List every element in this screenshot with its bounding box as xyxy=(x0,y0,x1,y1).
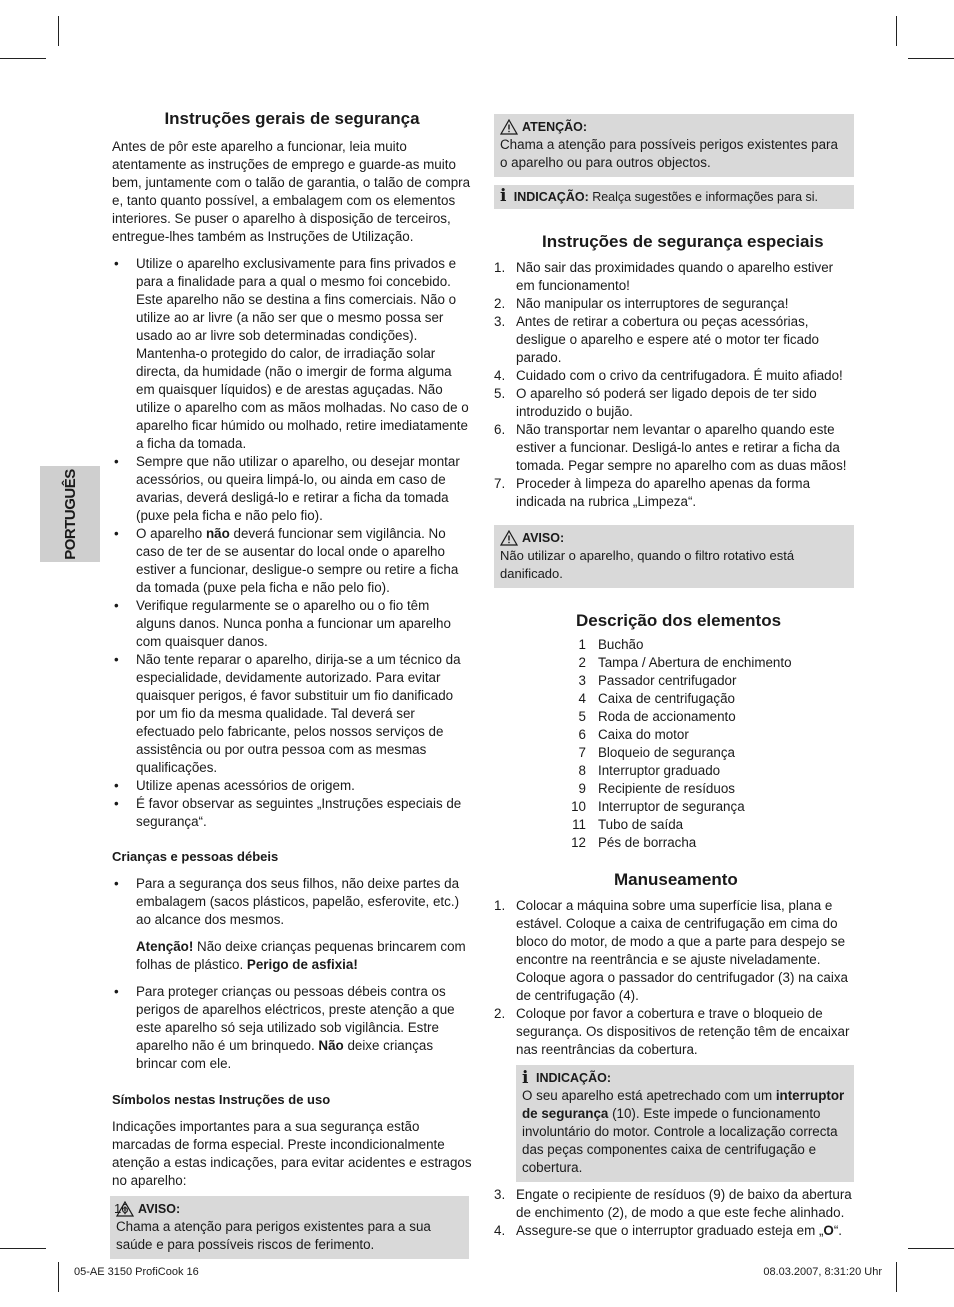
footer-right: 08.03.2007, 8:31:20 Uhr xyxy=(763,1266,882,1278)
aviso-filter-label: AVISO: xyxy=(522,531,565,545)
crop-mark xyxy=(908,58,954,59)
attention-note xyxy=(136,938,472,974)
list-item-text: deverá funcionar sem vigilância. No caso de ter de se ausentar do local onde o aparelho estiver a funcionar, desligue-o sempre ou retire a ficha da tomada (puxe pela ficha e não pelo fio). xyxy=(136,526,459,595)
list-item xyxy=(112,875,472,974)
page-number: 16 xyxy=(114,1201,129,1216)
list-item-text: Proceder à limpeza do aparelho apenas da forma indicada na rubrica „Limpeza“. xyxy=(516,476,811,509)
special-safety-list xyxy=(494,259,854,511)
aviso-box xyxy=(110,1196,469,1259)
list-item-text: O aparelho xyxy=(136,526,206,541)
list-item: 2. Não manipular os interruptores de segurança! xyxy=(494,296,789,311)
list-item: • Utilize apenas acessórios de origem. xyxy=(112,777,472,795)
elements-list xyxy=(570,636,854,852)
attention-label: Atenção! xyxy=(136,939,194,954)
children-subheading: Crianças e pessoas débeis xyxy=(112,849,279,864)
list-item-text: Engate o recipiente de resíduos (9) de baixo da abertura de enchimento (2), de modo a que este feche alinhado. xyxy=(516,1187,852,1220)
atencao-text: Chama a atenção para possíveis perigos existentes para o aparelho ou para outros objectos. xyxy=(500,137,838,170)
warning-triangle-icon xyxy=(500,119,518,135)
info-icon: i xyxy=(500,186,507,206)
element-item: 11 Tubo de saída xyxy=(572,817,684,832)
list-item-text: “. xyxy=(833,1223,843,1238)
indicacao-switch-box xyxy=(516,1065,854,1182)
list-item-text: Não transportar nem levantar o aparelho quando este estiver a funcionar. Desligá-lo antes e retirar a ficha da tomada. Pegar sempre no aparelho com as duas mãos! xyxy=(516,422,847,473)
atencao-box-title xyxy=(500,118,848,136)
indicacao-switch-text: O seu aparelho está apetrechado com um interruptor de segurança (10). Este impede o funcionamento involuntário do motor. Controle a localização correcta das peças componentes caixa de centrifugação e cobertura. xyxy=(522,1088,845,1175)
list-item: 3. Engate o recipiente de resíduos (9) de baixo da abertura de enchimento (2), de modo a que este feche alinhado. xyxy=(494,1187,852,1220)
indicacao-label: INDICAÇÃO: xyxy=(513,190,589,204)
children-bullet-list xyxy=(112,875,472,1073)
list-item: • Utilize o aparelho exclusivamente para fins privados e para a finalidade para a qual o mesmo foi concebido. Este aparelho não se destina a fins comerciais. Não o utilize ao ar livre (a não ser que o mesmo possa ser usado ao ar livre sob determinadas condições). Mantenha-o protegido do calor, de irradiação solar directa, da humidade (não o imergir de forma alguma em quaisquer líquidos) e de arestas aguçadas. Não utilize o aparelho com as mãos molhadas. No caso de o aparelho ficar húmido ou molhado, retire imediatamente a ficha da tomada. xyxy=(112,255,472,453)
list-item-bold: Não xyxy=(318,1038,344,1053)
element-item: 1 Buchão xyxy=(578,637,644,652)
element-item: 6 Caixa do motor xyxy=(578,727,689,742)
crop-mark xyxy=(896,16,897,46)
language-tab-label: PORTUGUÊS xyxy=(61,468,79,560)
crop-mark xyxy=(896,1262,897,1292)
list-item-text: Para proteger crianças ou pessoas débeis contra os perigos de aparelhos eléctricos, preste atenção a que este aparelho só seja utilizado sob vigilância. Estre aparelho não é um brinquedo. xyxy=(136,984,455,1053)
list-item: • Não tente reparar o aparelho, dirija-se a um técnico da especialidade, devidamente autorizado. Para evitar quaisquer perigos, é favor substituir um fio danificado por um fio da mesma qualidade. Tal deverá ser efectuado pelo fabricante, pelos nossos serviços de assistência ou por outra pessoa com as mesmas qualificações. xyxy=(112,651,472,777)
language-tab xyxy=(40,466,100,562)
handling-list xyxy=(494,897,854,1059)
list-item: 3. Antes de retirar a cobertura ou peças acessórias, desligue o aparelho e espere até o motor ter ficado parado. xyxy=(494,314,819,365)
element-item: 4 Caixa de centrifugação xyxy=(578,691,735,706)
list-item-text: deixe crianças brincar com ele. xyxy=(136,1038,434,1071)
element-item: 9 Recipiente de resíduos xyxy=(578,781,735,796)
attention-text: Não deixe crianças pequenas brincarem com folhas de plástico. xyxy=(136,939,466,972)
list-item-text: Para a segurança dos seus filhos, não deixe partes da embalagem (sacos plásticos, papelão, esferovite, etc.) ao alcance dos mesmos. xyxy=(136,876,460,927)
element-item: 7 Bloqueio de segurança xyxy=(578,745,735,760)
list-item: 2. Coloque por favor a cobertura e trave o bloqueio de segurança. Os dispositivos de retenção têm de encaixar nas reentrâncias da cobertura. xyxy=(494,1006,850,1057)
list-item-text: O aparelho só poderá ser ligado depois de ter sido introduzido o bujão. xyxy=(516,386,817,419)
switch-position: O xyxy=(823,1223,834,1238)
crop-mark xyxy=(0,1248,46,1249)
aviso-filter-text: Não utilizar o aparelho, quando o filtro rotativo está danificado. xyxy=(500,548,795,581)
list-item: 4. Assegure-se que o interruptor graduado esteja em „O“. xyxy=(494,1223,843,1238)
list-item-text: Coloque por favor a cobertura e trave o bloqueio de segurança. Os dispositivos de retenção têm de encaixar nas reentrâncias da cobertura. xyxy=(516,1006,850,1057)
indicacao-box xyxy=(494,185,854,209)
list-item-text: Assegure-se que o interruptor graduado esteja em „ xyxy=(516,1223,824,1238)
list-item: 7. Proceder à limpeza do aparelho apenas da forma indicada na rubrica „Limpeza“. xyxy=(494,476,811,509)
atencao-box xyxy=(494,114,854,177)
indicacao-switch-label: INDICAÇÃO: xyxy=(536,1071,611,1085)
handling-list-continued xyxy=(494,1186,854,1240)
list-item: • É favor observar as seguintes „Instruções especiais de segurança“. xyxy=(112,795,472,831)
right-column xyxy=(494,114,854,1240)
crop-mark xyxy=(0,58,46,59)
element-item: 8 Interruptor graduado xyxy=(578,763,721,778)
indicacao-text: Realça sugestões e informações para si. xyxy=(588,190,819,204)
list-item-text: Antes de retirar a cobertura ou peças acessórias, desligue o aparelho e espere até o motor ter ficado parado. xyxy=(516,314,819,365)
aviso-filter-box xyxy=(494,525,854,588)
list-item: 4. Cuidado com o crivo da centrifugadora. É muito afiado! xyxy=(494,368,843,383)
element-item: 5 Roda de accionamento xyxy=(578,709,736,724)
list-item xyxy=(112,983,472,1073)
safety-bullet-list xyxy=(112,255,472,831)
list-item: • Verifique regularmente se o aparelho ou o fio têm alguns danos. Nunca ponha a funcionar um aparelho com quaisquer danos. xyxy=(112,597,472,651)
crop-mark xyxy=(58,1262,59,1292)
symbols-subheading: Símbolos nestas Instruções de uso xyxy=(112,1092,331,1107)
handling-title: Manuseamento xyxy=(614,870,738,889)
aviso-filter-box-title xyxy=(500,529,848,547)
crop-mark xyxy=(58,16,59,46)
list-item-text: Cuidado com o crivo da centrifugadora. É muito afiado! xyxy=(516,368,843,383)
list-item: 6. Não transportar nem levantar o aparelho quando este estiver a funcionar. Desligá-lo antes e retirar a ficha da tomada. Pegar sempre no aparelho com as duas mãos! xyxy=(494,422,847,473)
warning-triangle-icon xyxy=(500,530,518,546)
left-column xyxy=(112,108,472,1259)
atencao-label: ATENÇÃO: xyxy=(522,120,588,134)
aviso-label: AVISO: xyxy=(138,1202,181,1216)
list-item: 1. Não sair das proximidades quando o aparelho estiver em funcionamento! xyxy=(494,260,834,293)
list-item-text: Não manipular os interruptores de segurança! xyxy=(516,296,789,311)
asphyxia-warning: Perigo de asfixia! xyxy=(246,957,358,972)
aviso-box-title xyxy=(116,1200,463,1218)
footer-left: 05-AE 3150 ProfiCook 16 xyxy=(74,1266,199,1278)
list-item xyxy=(112,525,472,597)
list-item-text: Não sair das proximidades quando o aparelho estiver em funcionamento! xyxy=(516,260,834,293)
aviso-text: Chama a atenção para perigos existentes para a sua saúde e para possíveis riscos de ferimento. xyxy=(116,1219,431,1252)
elements-title: Descrição dos elementos xyxy=(576,611,782,630)
element-item: 10 Interruptor de segurança xyxy=(571,799,745,814)
special-safety-title: Instruções de segurança especiais xyxy=(542,232,824,251)
crop-mark xyxy=(908,1248,954,1249)
element-item: 3 Passador centrifugador xyxy=(578,673,737,688)
general-safety-title: Instruções gerais de segurança xyxy=(164,109,420,128)
list-item: • Sempre que não utilizar o aparelho, ou desejar montar acessórios, ou queira limpá-lo, ou ainda em caso de avarias, deverá desligá-lo e retirar a ficha da tomada (puxe pela ficha e não pelo fio). xyxy=(112,453,472,525)
element-item: 12 Pés de borracha xyxy=(571,835,697,850)
element-item: 2 Tampa / Abertura de enchimento xyxy=(578,655,792,670)
info-icon: i xyxy=(522,1068,529,1088)
list-item-bold: não xyxy=(205,526,230,541)
list-item: 5. O aparelho só poderá ser ligado depois de ter sido introduzido o bujão. xyxy=(494,386,817,419)
list-item: 1. Colocar a máquina sobre uma superfície lisa, plana e estável. Coloque a caixa de centrifugação em cima do bloco do motor, de modo a que a parte para despejo se encontre na reentrância e se ajuste niveladamente. Coloque agora o passador do centrifugador (3) na caixa de centrifugação (4). xyxy=(494,898,849,1003)
list-item-text: Colocar a máquina sobre uma superfície lisa, plana e estável. Coloque a caixa de centrifugação em cima do bloco do motor, de modo a que a parte para despejo se encontre na reentrância e se ajuste niveladamente. Coloque agora o passador do centrifugador (3) na caixa de centrifugação (4). xyxy=(516,898,849,1003)
indicacao-switch-box-title xyxy=(522,1069,848,1087)
intro-paragraph: Antes de pôr este aparelho a funcionar, leia muito atentamente as instruções de emprego e guarde-as muito bem, juntamente com o talão de garantia, o talão de compra e, tanto quanto possível, a embalagem com os elementos interiores. Se puser o aparelho à disposição de terceiros, entregue-lhes também as Instruções de Utilização. xyxy=(112,139,471,244)
symbols-paragraph: Indicações importantes para a sua segurança estão marcadas de forma especial. Preste incondicionalmente atenção a estas indicações, para evitar acidentes e estragos no aparelho: xyxy=(112,1119,472,1188)
